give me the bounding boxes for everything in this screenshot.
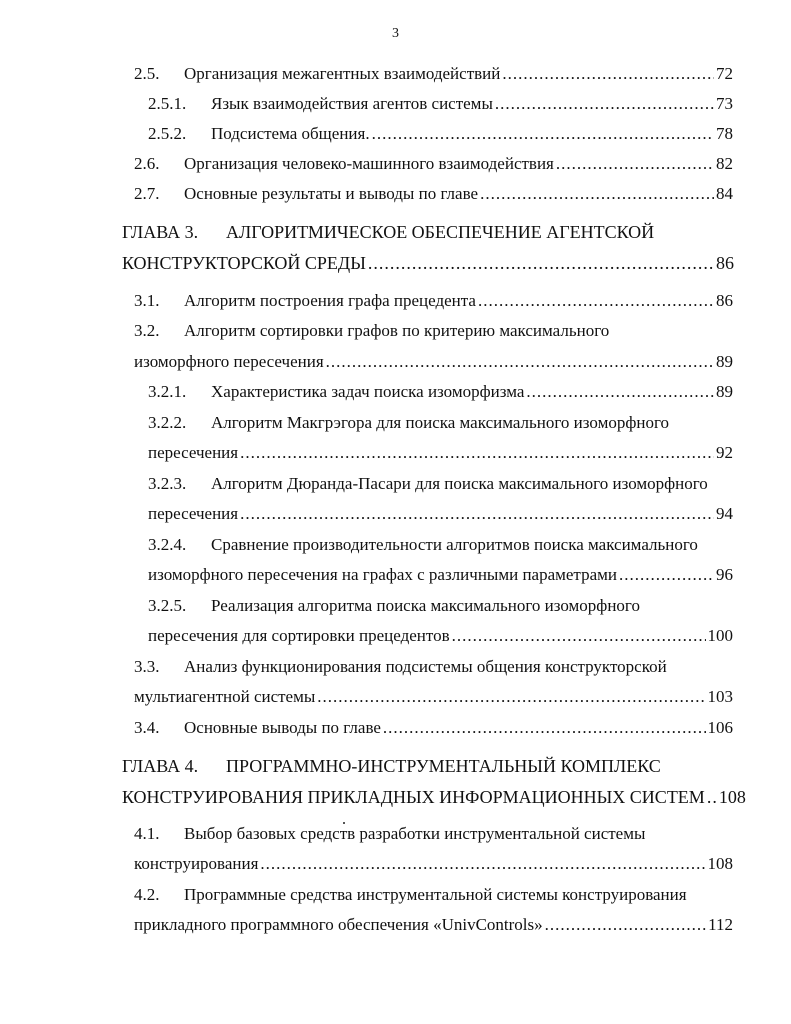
toc-number: 2.7. xyxy=(134,184,160,203)
toc-entry-3-2-2-line1[interactable] xyxy=(148,412,738,434)
toc-entry-3-2-line2[interactable] xyxy=(134,351,733,373)
toc-title-line1: Сравнение производительности алгоритмов поиска максимального xyxy=(211,535,698,554)
dot-leader xyxy=(368,252,714,274)
toc-title-line1: Выбор базовых средств разработки инструментальной системы xyxy=(184,824,646,843)
chapter-number: ГЛАВА 4. xyxy=(122,756,199,776)
dot-leader xyxy=(260,853,705,875)
toc-page: 89 xyxy=(716,352,733,371)
toc-title: Характеристика задач поиска изоморфизма xyxy=(211,382,525,401)
toc-title-line1: Программные средства инструментальной системы конструирования xyxy=(184,885,687,904)
toc-number: 4.2. xyxy=(134,885,160,904)
toc-number: 2.5.2. xyxy=(148,124,187,143)
toc-page: 108 xyxy=(707,854,733,873)
toc-title-line1: Анализ функционирования подсистемы общения конструкторской xyxy=(184,657,667,676)
toc-page: 82 xyxy=(716,154,733,173)
toc-entry-2-5-1[interactable] xyxy=(148,93,733,115)
toc-entry-3-1[interactable] xyxy=(134,290,733,312)
toc-title-line2: пересечения xyxy=(148,504,239,523)
toc-entry-2-5[interactable] xyxy=(134,63,733,85)
dot-leader xyxy=(526,381,714,403)
dot-leader xyxy=(502,63,714,85)
toc-number: 3.2.1. xyxy=(148,382,187,401)
toc-title: Организация межагентных взаимодействий xyxy=(184,64,501,83)
chapter-title-line2: КОНСТРУКТОРСКОЙ СРЕДЫ xyxy=(122,253,366,273)
page-number: 3 xyxy=(392,26,399,41)
toc-page: 92 xyxy=(716,443,733,462)
dot-leader xyxy=(619,564,714,586)
dot-leader xyxy=(326,351,714,373)
toc-page: 94 xyxy=(716,504,733,523)
toc-number: 3.2.3. xyxy=(148,474,187,493)
toc-number: 4.1. xyxy=(134,824,160,843)
toc-title-line1: Алгоритм сортировки графов по критерию максимального xyxy=(184,321,610,340)
dot-leader xyxy=(480,183,714,205)
toc-entry-3-4[interactable] xyxy=(134,717,733,739)
toc-title-line2: прикладного программного обеспечения «UnivControls» xyxy=(134,915,543,934)
toc-chapter-3-line2[interactable] xyxy=(122,252,734,274)
toc-page: 86 xyxy=(716,253,734,273)
chapter-title-line1: ПРОГРАММНО-ИНСТРУМЕНТАЛЬНЫЙ КОМПЛЕКС xyxy=(226,756,661,776)
toc-title-line2: пересечения xyxy=(148,443,239,462)
toc-page: 86 xyxy=(716,291,733,310)
toc-number: 3.2.5. xyxy=(148,596,187,615)
toc-number: 2.5. xyxy=(134,64,160,83)
dot-leader xyxy=(478,290,714,312)
toc-title-line2: изоморфного пересечения xyxy=(134,352,324,371)
toc-title: Организация человеко-машинного взаимодействия xyxy=(184,154,554,173)
toc-number: 2.6. xyxy=(134,154,160,173)
toc-page: 108 xyxy=(718,787,746,807)
toc-title: Основные результаты и выводы по главе xyxy=(184,184,479,203)
toc-entry-4-2-line1[interactable] xyxy=(134,884,734,906)
toc-number: 3.2.2. xyxy=(148,413,187,432)
toc-entry-2-6[interactable] xyxy=(134,153,733,175)
toc-number: 3.2. xyxy=(134,321,160,340)
toc-chapter-3-line1[interactable] xyxy=(122,221,737,243)
toc-entry-3-2-5-line1[interactable] xyxy=(148,595,738,617)
toc-entry-3-2-4-line1[interactable] xyxy=(148,534,748,556)
dot-leader xyxy=(317,686,705,708)
toc-title-line2: изоморфного пересечения на графах с различными параметрами xyxy=(148,565,617,584)
dot-leader xyxy=(495,93,714,115)
dot-leader xyxy=(707,786,717,808)
toc-title: Подсистема общения. xyxy=(211,124,370,143)
dot-leader xyxy=(372,123,714,145)
toc-entry-4-2-line2[interactable] xyxy=(134,914,733,936)
chapter-title-line1: АЛГОРИТМИЧЕСКОЕ ОБЕСПЕЧЕНИЕ АГЕНТСКОЙ xyxy=(226,222,655,242)
toc-page: 73 xyxy=(716,94,733,113)
toc-entry-4-1-line1[interactable] xyxy=(134,823,734,845)
toc-number: 3.1. xyxy=(134,291,160,310)
toc-entry-3-3-line2[interactable] xyxy=(134,686,733,708)
toc-page: 100 xyxy=(707,626,733,645)
chapter-number: ГЛАВА 3. xyxy=(122,222,199,242)
toc-number: 3.2.4. xyxy=(148,535,187,554)
dot-leader xyxy=(556,153,714,175)
toc-page: 106 xyxy=(707,718,733,737)
dot-leader xyxy=(240,442,714,464)
chapter-title-line2: КОНСТРУИРОВАНИЯ ПРИКЛАДНЫХ ИНФОРМАЦИОННЫХ СИСТЕМ xyxy=(122,787,705,807)
toc-entry-3-2-3-line1[interactable] xyxy=(148,473,748,495)
dot-leader xyxy=(240,503,714,525)
toc-entry-2-7[interactable] xyxy=(134,183,733,205)
toc-entry-3-2-line1[interactable] xyxy=(134,320,734,342)
toc-number: 3.4. xyxy=(134,718,160,737)
toc-entry-3-2-1[interactable] xyxy=(148,381,733,403)
toc-page: 89 xyxy=(716,382,733,401)
toc-chapter-4-line2[interactable] xyxy=(122,786,746,808)
toc-title-line1: Алгоритм Дюранда-Пасари для поиска максимального изоморфного xyxy=(211,474,708,493)
toc-entry-2-5-2[interactable] xyxy=(148,123,733,145)
toc-entry-3-3-line1[interactable] xyxy=(134,656,734,678)
toc-title-line2: конструирования xyxy=(134,854,259,873)
toc-title-line1: Реализация алгоритма поиска максимального изоморфного xyxy=(211,596,640,615)
toc-title-line2: пересечения для сортировки прецедентов xyxy=(148,626,450,645)
dot-leader xyxy=(452,625,706,647)
dot-leader xyxy=(545,914,706,936)
toc-page: 78 xyxy=(716,124,733,143)
toc-title: Алгоритм построения графа прецедента xyxy=(184,291,476,310)
toc-number: 3.3. xyxy=(134,657,160,676)
toc-title-line2: мультиагентной системы xyxy=(134,687,316,706)
toc-page: 84 xyxy=(716,184,733,203)
dot-leader xyxy=(383,717,706,739)
toc-page: 72 xyxy=(716,64,733,83)
toc-entry-3-2-4-line2[interactable] xyxy=(148,564,733,586)
toc-number: 2.5.1. xyxy=(148,94,187,113)
toc-page: 103 xyxy=(707,687,733,706)
toc-chapter-4-line1[interactable] xyxy=(122,755,737,777)
toc-title: Основные выводы по главе xyxy=(184,718,381,737)
toc-title: Язык взаимодействия агентов системы xyxy=(211,94,493,113)
toc-entry-3-2-3-line2[interactable] xyxy=(148,503,733,525)
toc-entry-3-2-2-line2[interactable] xyxy=(148,442,733,464)
toc-entry-3-2-5-line2[interactable] xyxy=(148,625,733,647)
toc-title-line1: Алгоритм Макгрэгора для поиска максимального изоморфного xyxy=(211,413,669,432)
toc-page: 112 xyxy=(708,915,733,934)
toc-page: 96 xyxy=(716,565,733,584)
toc-entry-4-1-line2[interactable] xyxy=(134,853,733,875)
